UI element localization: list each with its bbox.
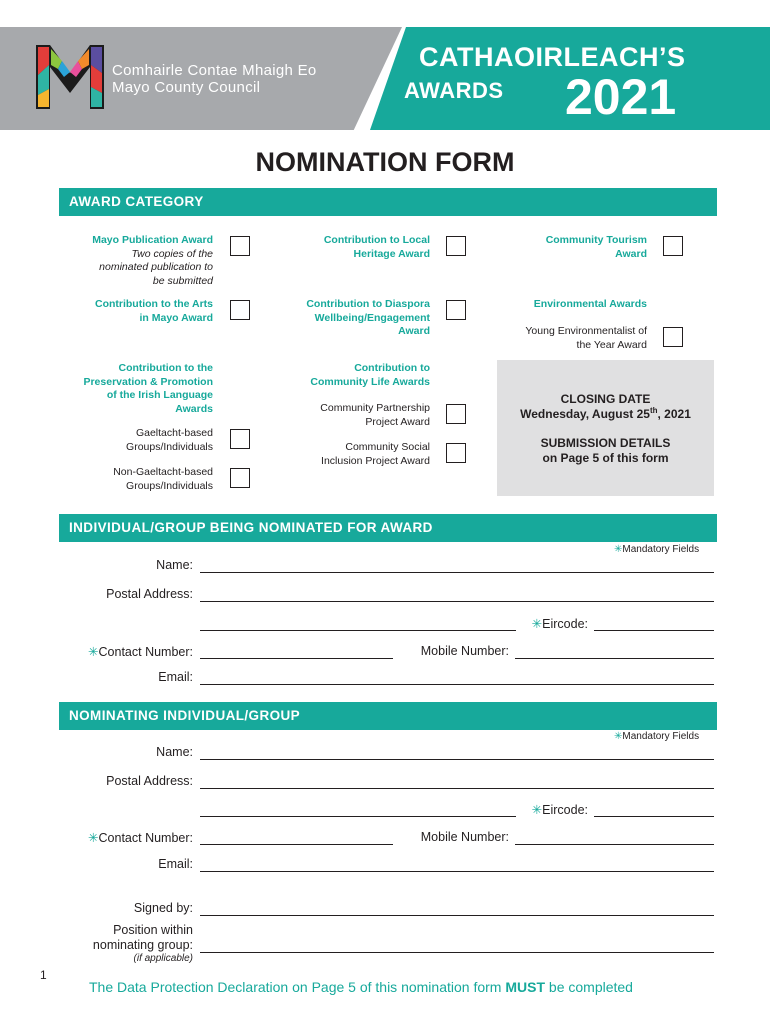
checkbox-gaeltacht-based[interactable]: [230, 429, 250, 449]
asterisk-icon: ✳: [88, 831, 99, 845]
mayo-publication-note: Two copies of the: [131, 247, 213, 260]
local-heritage-line2: Heritage Award: [353, 247, 430, 260]
community-partnership-label: [276, 402, 430, 429]
young-environmentalist-line1: Young Environmentalist of: [525, 325, 647, 337]
checkbox-arts[interactable]: [230, 300, 250, 320]
checkbox-community-social-inclusion[interactable]: [446, 443, 466, 463]
data-protection-note-bold: MUST: [505, 979, 546, 995]
nominator-contact-text: Contact Number:: [98, 831, 193, 845]
gaeltacht-line2: Groups/Individuals: [126, 440, 213, 453]
gaeltacht-line1: Gaeltacht-based: [135, 427, 213, 439]
position-label-line2: nominating group:: [92, 938, 193, 952]
signed-by-label: Signed by:: [133, 901, 193, 915]
awards-title-line2: AWARDS: [404, 78, 504, 103]
mandatory-fields-note: [614, 544, 699, 555]
category-community-life: [276, 362, 430, 389]
nominee-name-field[interactable]: [200, 572, 714, 573]
nominee-contact-field[interactable]: [200, 658, 393, 659]
checkbox-community-tourism[interactable]: [663, 236, 683, 256]
partnership-line2: Project Award: [365, 415, 430, 428]
nominee-eircode-label: [500, 616, 588, 631]
mandatory-fields-text: Mandatory Fields: [622, 544, 700, 555]
position-field[interactable]: [200, 952, 714, 953]
nominee-email-field[interactable]: [200, 684, 714, 685]
diaspora-line2: Wellbeing/Engagement: [314, 311, 430, 324]
irish-language-line3: of the Irish Language: [106, 389, 213, 401]
irish-language-line4: Awards: [175, 402, 213, 415]
category-irish-language: [60, 362, 213, 416]
nominee-eircode-text: Eircode:: [542, 617, 588, 631]
asterisk-icon: ✳: [531, 617, 543, 631]
community-life-line1: Contribution to: [354, 362, 430, 374]
diaspora-line3: Award: [398, 325, 430, 337]
local-heritage-line1: Contribution to Local: [323, 234, 430, 246]
category-mayo-publication: [60, 234, 213, 288]
checkbox-mayo-publication[interactable]: [230, 236, 250, 256]
nominee-email-label: Email:: [158, 670, 193, 684]
nominee-address-label: Postal Address:: [106, 587, 193, 601]
nominee-address-field[interactable]: [200, 601, 714, 602]
nominator-eircode-label: [500, 802, 588, 817]
nominee-mobile-label: Mobile Number:: [420, 644, 509, 658]
category-diaspora: [276, 298, 430, 339]
nominee-address-field-line2[interactable]: [200, 630, 516, 631]
closing-date-prefix: Wednesday, August 25: [520, 407, 650, 421]
mandatory-fields-text: Mandatory Fields: [622, 731, 700, 742]
checkbox-community-partnership[interactable]: [446, 404, 466, 424]
mayo-publication-title: Mayo Publication Award: [92, 234, 213, 246]
nominee-name-label: Name:: [156, 558, 193, 572]
category-arts: [60, 298, 213, 325]
mayo-publication-note: nominated publication to: [99, 261, 213, 273]
nominator-name-label: Name:: [156, 745, 193, 759]
community-tourism-line2: Award: [615, 247, 647, 260]
page-title: NOMINATION FORM: [255, 147, 515, 177]
checkbox-diaspora[interactable]: [446, 300, 466, 320]
arts-line1: Contribution to the Arts: [94, 298, 213, 310]
mayo-publication-note: be submitted: [152, 274, 213, 287]
council-name-irish: Comhairle Contae Mhaigh Eo: [112, 62, 317, 79]
asterisk-icon: ✳: [531, 803, 543, 817]
social-inclusion-line2: Inclusion Project Award: [321, 454, 430, 467]
nominator-email-label: Email:: [158, 857, 193, 871]
checkbox-local-heritage[interactable]: [446, 236, 466, 256]
diaspora-line1: Contribution to Diaspora: [306, 298, 430, 310]
nominee-eircode-field[interactable]: [594, 630, 714, 631]
nominator-mobile-field[interactable]: [515, 844, 714, 845]
irish-language-line2: Preservation & Promotion: [83, 375, 213, 388]
nominator-address-label: Postal Address:: [106, 774, 193, 788]
irish-language-line1: Contribution to the: [118, 362, 213, 374]
partnership-line1: Community Partnership: [320, 402, 430, 414]
council-name-english: Mayo County Council: [112, 79, 261, 96]
checkbox-non-gaeltacht-based[interactable]: [230, 468, 250, 488]
asterisk-icon: ✳: [614, 544, 623, 555]
nominee-section-heading: INDIVIDUAL/GROUP BEING NOMINATED FOR AWARD: [59, 514, 717, 542]
closing-date-box: [497, 360, 714, 496]
awards-year: 2021: [565, 69, 677, 125]
category-environmental: [492, 298, 647, 312]
page-number: 1: [40, 968, 47, 982]
nominator-contact-label: [60, 830, 193, 845]
non-gaeltacht-line2: Groups/Individuals: [126, 479, 213, 492]
closing-date-value: [497, 406, 714, 421]
closing-date-title: CLOSING DATE: [560, 392, 651, 406]
non-gaeltacht-line1: Non-Gaeltacht-based: [113, 466, 213, 478]
social-inclusion-line1: Community Social: [345, 441, 430, 453]
non-gaeltacht-based-label: [60, 466, 213, 493]
nominee-mobile-field[interactable]: [515, 658, 714, 659]
mandatory-fields-note: [614, 731, 699, 742]
nominator-email-field[interactable]: [200, 871, 714, 872]
data-protection-note: [89, 979, 633, 995]
nominator-section-heading: NOMINATING INDIVIDUAL/GROUP: [59, 702, 717, 730]
community-life-line2: Community Life Awards: [310, 375, 430, 388]
nominator-address-field-line2[interactable]: [200, 816, 516, 817]
submission-details-title: SUBMISSION DETAILS: [540, 436, 671, 450]
nominator-eircode-text: Eircode:: [542, 803, 588, 817]
mayo-m-logo-icon: [36, 45, 104, 109]
asterisk-icon: ✳: [614, 731, 623, 742]
young-environmentalist-line2: the Year Award: [576, 338, 647, 351]
awards-title-line1: CATHAOIRLEACH’S: [419, 42, 686, 72]
data-protection-note-start: The Data Protection Declaration on Page 5 of this nomination form: [89, 979, 506, 995]
position-label: [40, 923, 193, 965]
award-category-heading: AWARD CATEGORY: [59, 188, 717, 216]
category-community-tourism: [492, 234, 647, 261]
arts-line2: in Mayo Award: [139, 311, 213, 324]
environmental-title: Environmental Awards: [533, 298, 647, 310]
nominator-eircode-field[interactable]: [594, 816, 714, 817]
asterisk-icon: ✳: [88, 645, 99, 659]
young-environmentalist-label: [492, 325, 647, 352]
nominee-contact-text: Contact Number:: [98, 645, 193, 659]
position-label-note: (if applicable): [133, 953, 193, 964]
checkbox-young-environmentalist[interactable]: [663, 327, 683, 347]
nominator-address-field[interactable]: [200, 788, 714, 789]
position-label-line1: Position within: [113, 923, 193, 937]
signed-by-field[interactable]: [200, 915, 714, 916]
nominator-name-field[interactable]: [200, 759, 714, 760]
nominee-contact-label: [60, 644, 193, 659]
data-protection-note-end: be completed: [545, 979, 633, 995]
closing-date-suffix: , 2021: [657, 407, 691, 421]
nominator-contact-field[interactable]: [200, 844, 393, 845]
community-social-inclusion-label: [276, 441, 430, 468]
closing-date-sup: th: [649, 406, 658, 415]
community-tourism-line1: Community Tourism: [545, 234, 647, 246]
nominator-mobile-label: Mobile Number:: [420, 830, 509, 844]
category-local-heritage: [276, 234, 430, 261]
submission-details-text: on Page 5 of this form: [542, 451, 669, 465]
gaeltacht-based-label: [60, 427, 213, 454]
